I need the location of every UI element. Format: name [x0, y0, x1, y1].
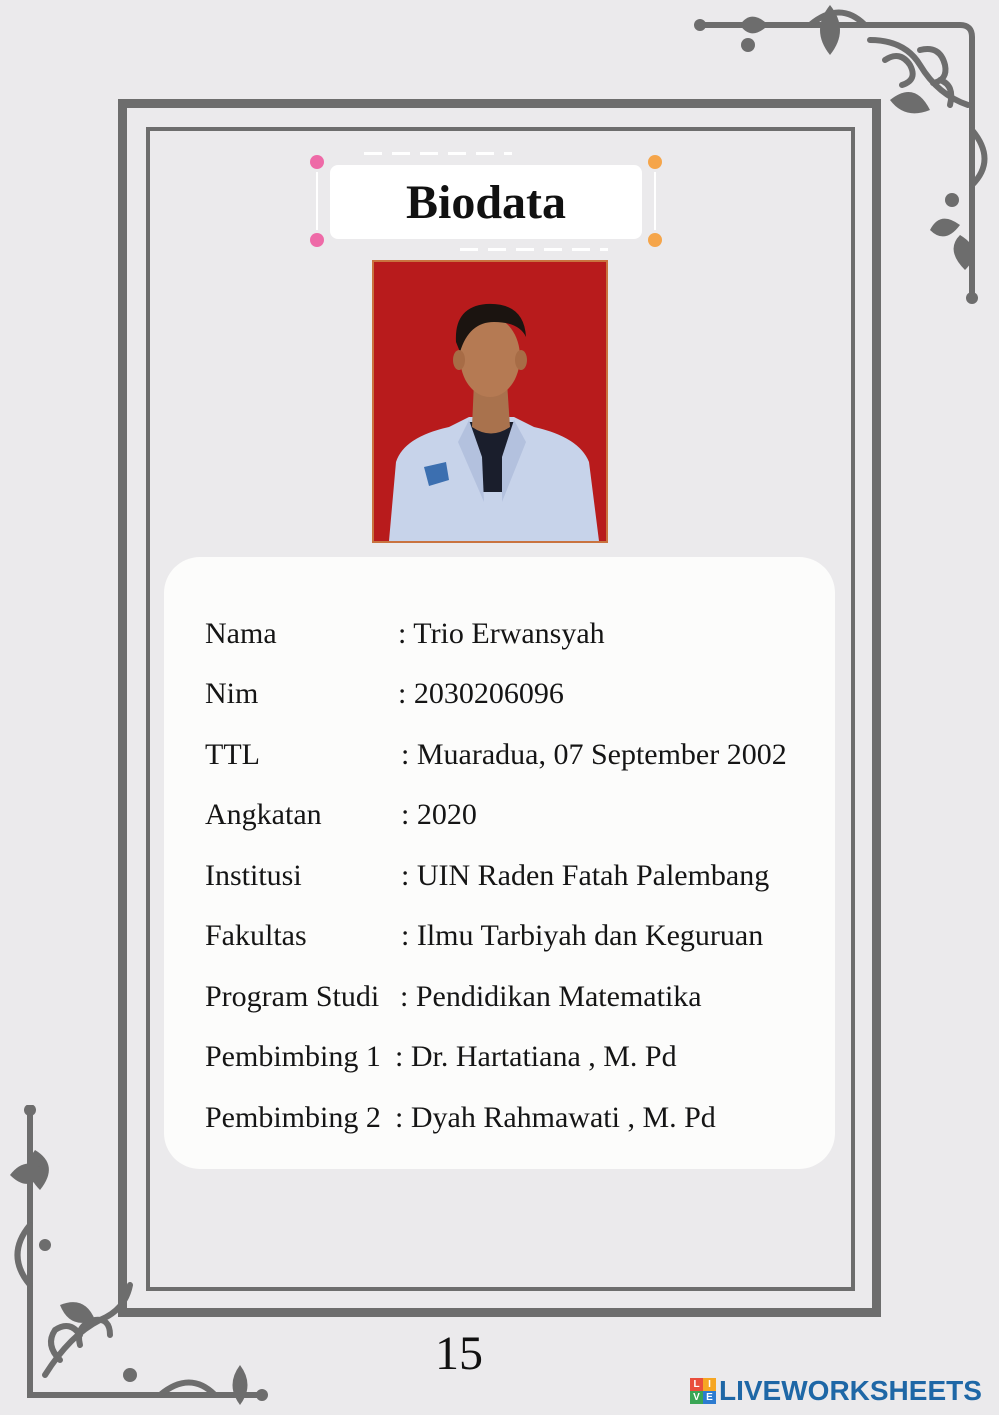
- field-value: : Ilmu Tarbiyah dan Keguruan: [401, 919, 764, 952]
- title-banner: [310, 150, 662, 250]
- orange-dot-icon: [648, 155, 662, 169]
- divider: [364, 152, 512, 155]
- person-portrait-icon: [374, 262, 606, 541]
- field-label: Program Studi: [205, 980, 380, 1013]
- field-label: Nim: [205, 677, 259, 710]
- field-value: : UIN Raden Fatah Palembang: [401, 859, 770, 892]
- page-number: 15: [435, 1327, 483, 1380]
- field-value: : Pendidikan Matematika: [400, 980, 702, 1013]
- field-label: Pembimbing 2: [205, 1101, 381, 1134]
- field-label: Nama: [205, 617, 277, 650]
- field-value: : 2030206096: [398, 677, 564, 710]
- divider: [654, 172, 656, 230]
- field-value: : Muaradua, 07 September 2002: [401, 738, 787, 771]
- field-value: : Trio Erwansyah: [398, 617, 605, 650]
- field-label: TTL: [205, 738, 260, 771]
- pink-dot-icon: [310, 233, 324, 247]
- field-value: : Dr. Hartatiana , M. Pd: [395, 1040, 677, 1073]
- brand-name: LIVEWORKSHEETS: [719, 1375, 982, 1406]
- field-label: Pembimbing 1: [205, 1040, 381, 1073]
- brand-watermark[interactable]: [690, 1374, 982, 1408]
- field-label: Fakultas: [205, 919, 307, 952]
- orange-dot-icon: [648, 233, 662, 247]
- divider: [460, 248, 608, 251]
- profile-photo: [372, 260, 608, 543]
- pink-dot-icon: [310, 155, 324, 169]
- liveworksheets-logo-icon: L I V E: [690, 1378, 716, 1404]
- field-label: Institusi: [205, 859, 302, 892]
- page-title: Biodata: [330, 165, 642, 239]
- field-value: : Dyah Rahmawati , M. Pd: [395, 1101, 716, 1134]
- divider: [316, 172, 318, 230]
- field-value: : 2020: [401, 798, 477, 831]
- field-label: Angkatan: [205, 798, 322, 831]
